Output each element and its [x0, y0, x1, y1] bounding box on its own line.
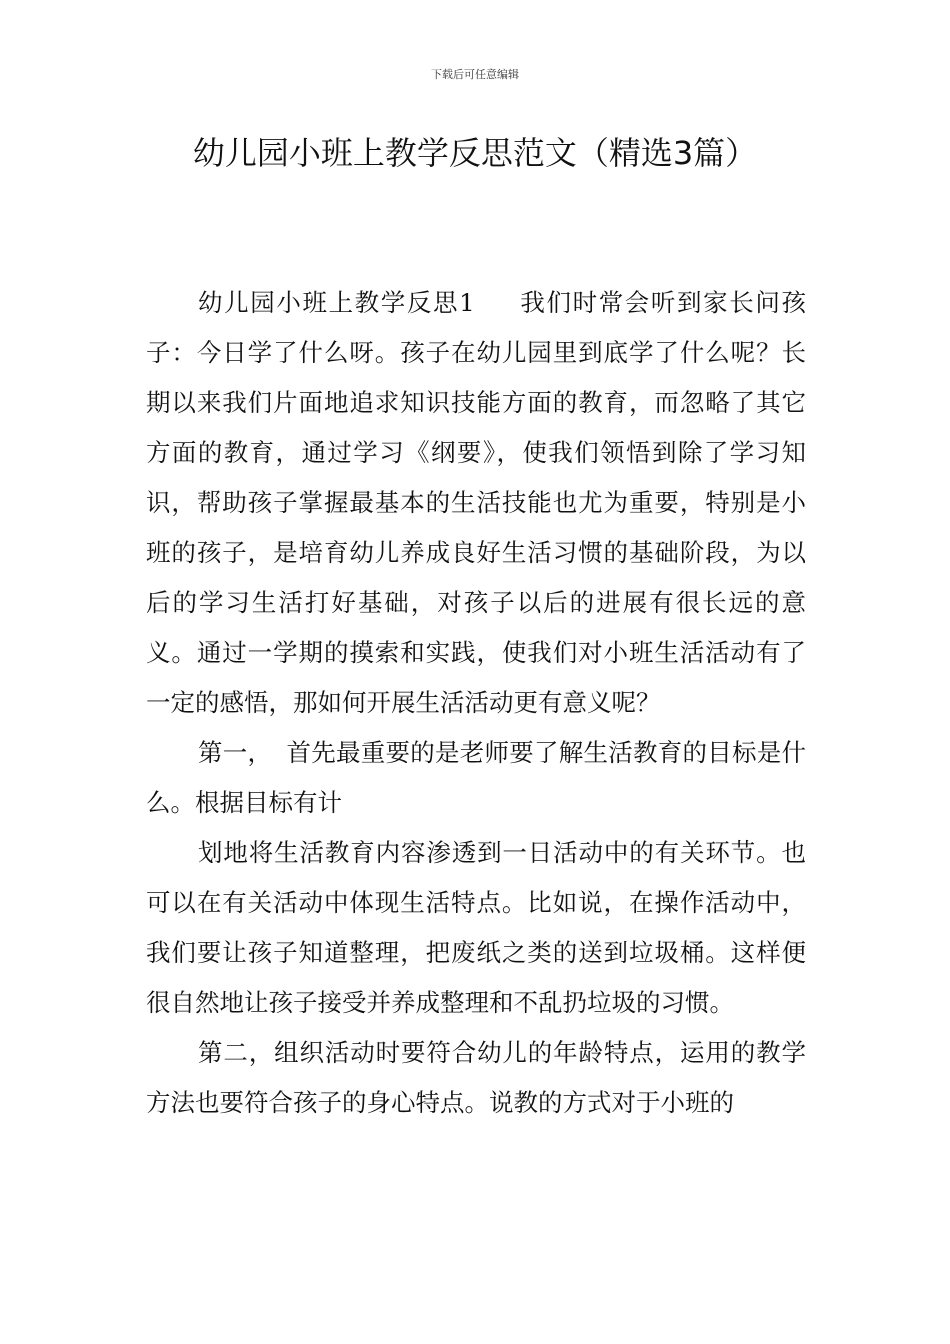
- paragraph-3: 划地将生活教育内容渗透到一日活动中的有关环节。也可以在有关活动中体现生活特点。比如说，在操作活动中，我们要让孩子知道整理，把废纸之类的送到垃圾桶。这样便很自然地让孩子接受并养成整理和不乱扔垃圾的习惯。: [146, 838, 806, 1017]
- document-title: 幼儿园小班上教学反思范文（精选3篇）: [192, 134, 758, 172]
- paragraph-2-text: 首先最重要的是老师要了解生活教育的目标是什么。根据目标有计: [146, 738, 806, 817]
- paragraph-1-text: 我们时常会听到家长问孩子：今日学了什么呀。孩子在幼儿园里到底学了什么呢？长期以来我们片面地追求知识技能方面的教育，而忽略了其它方面的教育，通过学习《纲要》，使我们领悟到除了学习知识，帮助孩子掌握最基本的生活技能也尤为重要，特别是小班的孩子，是培育幼儿养成良好生活习惯的基础阶段，为以后的学习生活打好基础，对孩子以后的进展有很长远的意义。通过一学期的摸索和实践，使我们对小班生活活动有了一定的感悟，那如何开展生活活动更有意义呢？: [146, 288, 806, 717]
- paragraph-4: 第二，组织活动时要符合幼儿的年龄特点，运用的教学方法也要符合孩子的身心特点。说教的方式对于小班的: [146, 1038, 806, 1117]
- header-note: 下载后可任意编辑: [431, 68, 519, 81]
- document-body: [146, 278, 806, 1128]
- paragraph-2-lead: 第一，: [198, 738, 273, 767]
- paragraph-1: [146, 278, 806, 728]
- paragraph-2: [146, 728, 806, 828]
- section-heading-1: 幼儿园小班上教学反思1: [198, 288, 475, 317]
